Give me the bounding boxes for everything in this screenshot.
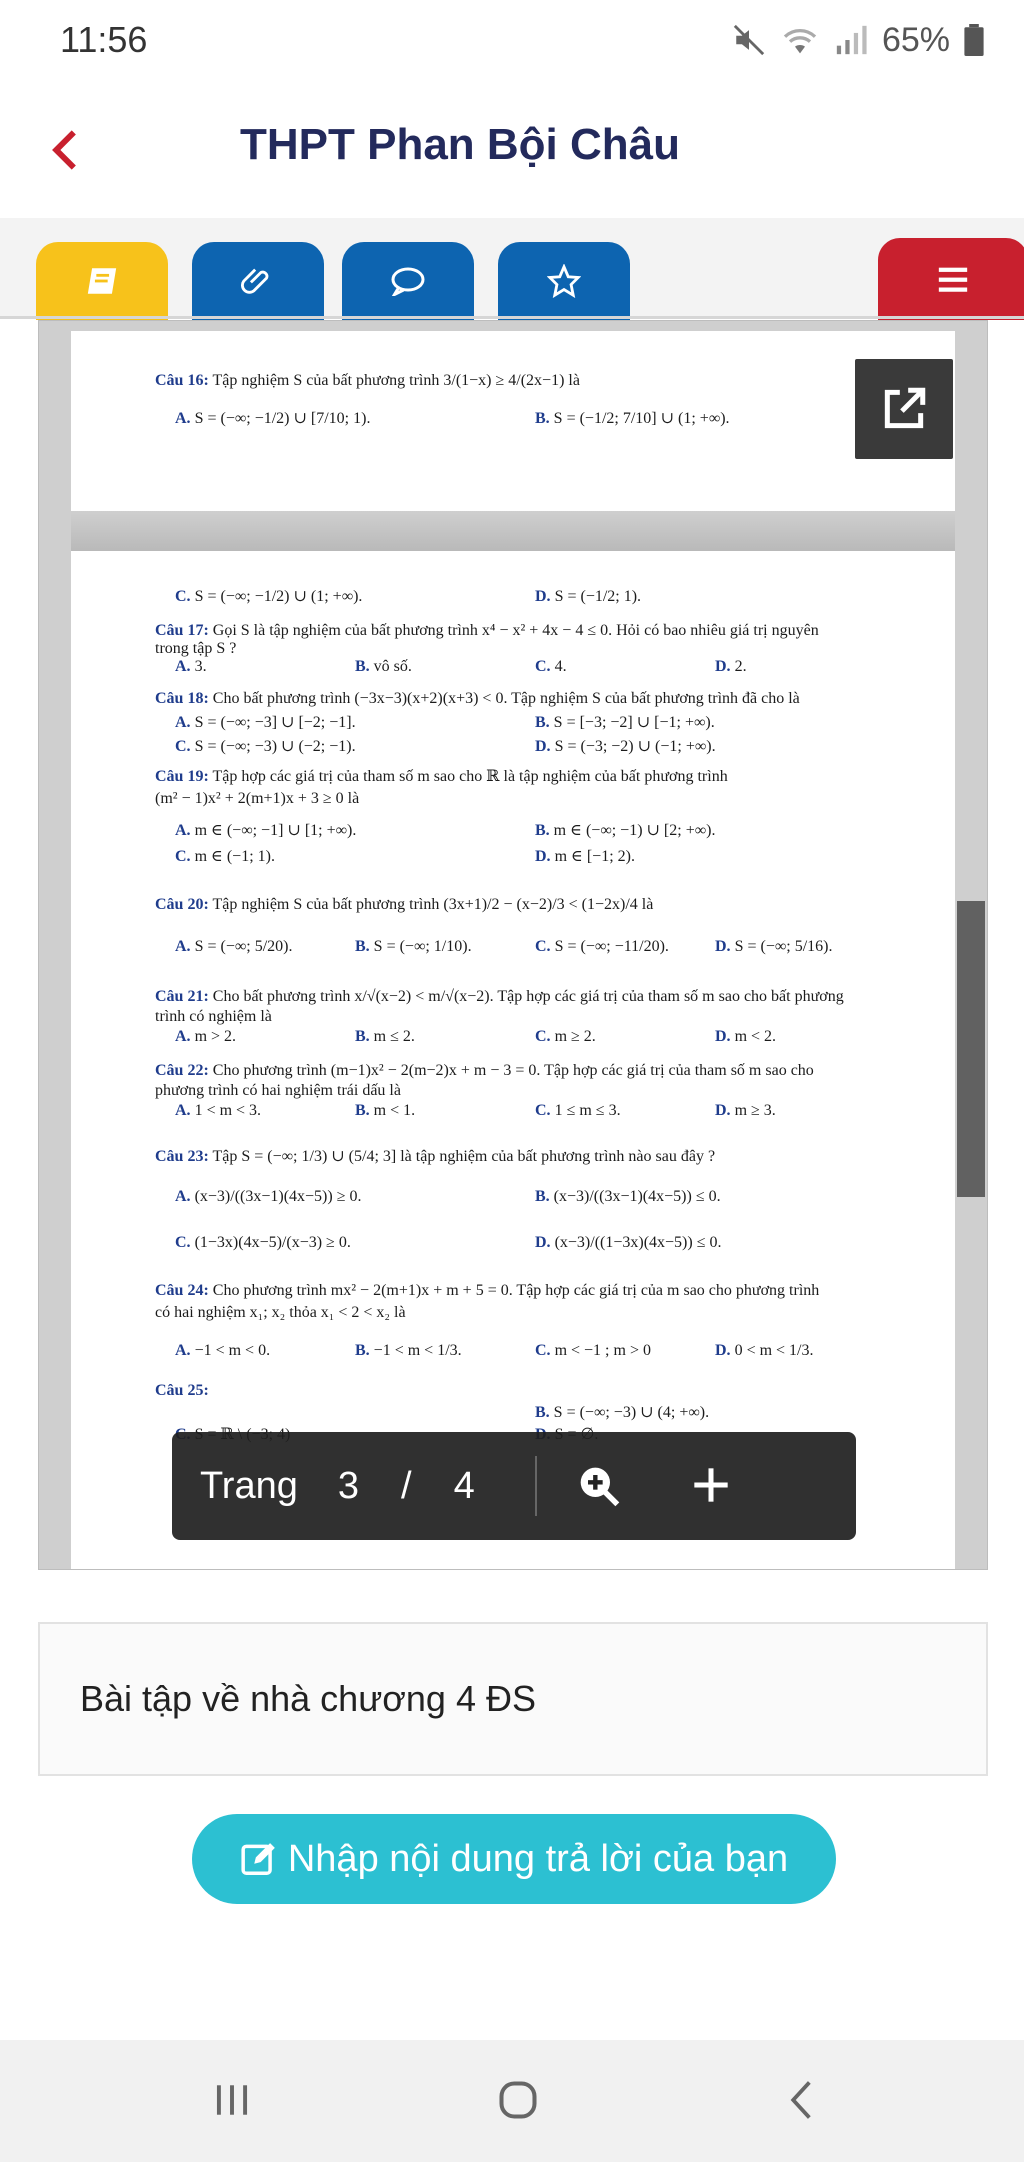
zoom-in-icon <box>577 1464 621 1508</box>
question-23-option-d: D. (x−3)/((1−3x)(4x−5)) ≤ 0. <box>535 1234 722 1251</box>
page-title: THPT Phan Bội Châu <box>240 120 680 169</box>
question-22: Câu 22: Cho phương trình (m−1)x² − 2(m−2)x + m − 3 = 0. Tập hợp các giá trị của tham số m sao cho <box>155 1062 814 1079</box>
question-24-option-b: B. −1 < m < 1/3. <box>355 1342 462 1359</box>
question-16-option-b: B. S = (−1/2; 7/10] ∪ (1; +∞). <box>535 410 730 427</box>
homework-title: Bài tập về nhà chương 4 ĐS <box>80 1678 536 1719</box>
status-time: 11:56 <box>60 19 148 60</box>
page-label: Trang <box>200 1464 298 1507</box>
question-24-option-c: C. m < −1 ; m > 0 <box>535 1342 651 1359</box>
chat-bubble-icon <box>390 266 426 296</box>
pdf-page <box>71 331 955 511</box>
question-21: Câu 21: Cho bất phương trình x/√(x−2) < m/√(x−2). Tập hợp các giá trị của tham số m sao cho bất phương <box>155 988 844 1005</box>
recent-apps-button[interactable] <box>192 2070 272 2130</box>
question-22-option-d: D. m ≥ 3. <box>715 1102 776 1119</box>
question-19-text-cont: (m² − 1)x² + 2(m+1)x + 3 ≥ 0 là <box>155 790 360 807</box>
wifi-icon <box>780 23 820 57</box>
question-21-option-d: D. m < 2. <box>715 1028 777 1045</box>
home-button[interactable] <box>478 2070 558 2130</box>
question-21-option-a: A. m > 2. <box>175 1028 237 1045</box>
pdf-viewer[interactable] <box>38 320 988 1570</box>
back-arrow-icon <box>787 2078 817 2122</box>
question-22-option-b: B. m < 1. <box>355 1102 416 1119</box>
question-18-option-a: A. S = (−∞; −3] ∪ [−2; −1]. <box>175 714 356 731</box>
question-17-option-d: D. 2. <box>715 658 747 675</box>
edit-icon <box>240 1840 278 1878</box>
page-separator <box>71 511 955 551</box>
toolbar-divider <box>0 316 1024 319</box>
attachment-button[interactable] <box>192 242 324 320</box>
question-19-option-b: B. m ∈ (−∞; −1) ∪ [2; +∞). <box>535 822 716 839</box>
question-20-option-b: B. S = (−∞; 1/10). <box>355 938 472 955</box>
page-navigator <box>172 1432 856 1540</box>
question-16-option-a: A. S = (−∞; −1/2) ∪ [7/10; 1). <box>175 410 371 427</box>
question-16: Câu 16: Tập nghiệm S của bất phương trình 3/(1−x) ≥ 4/(2x−1) là <box>155 372 580 389</box>
question-17-option-b: B. vô số. <box>355 658 412 675</box>
page-separator-slash: / <box>401 1464 412 1507</box>
question-18-option-c: C. S = (−∞; −3) ∪ (−2; −1). <box>175 738 356 755</box>
question-22-option-a: A. 1 < m < 3. <box>175 1102 262 1119</box>
question-17: Câu 17: Gọi S là tập nghiệm của bất phương trình x⁴ − x² + 4x − 4 ≤ 0. Hỏi có bao nhiêu giá trị nguyên <box>155 622 819 639</box>
question-21-option-c: C. m ≥ 2. <box>535 1028 596 1045</box>
add-page-button[interactable] <box>691 1458 731 1514</box>
question-16-option-d: D. S = (−1/2; 1). <box>535 588 642 605</box>
question-20: Câu 20: Tập nghiệm S của bất phương trình (3x+1)/2 − (x−2)/3 < (1−2x)/4 là <box>155 896 654 913</box>
mute-icon <box>732 23 766 57</box>
open-external-button[interactable] <box>855 359 953 459</box>
enter-answer-label: Nhập nội dung trả lời của bạn <box>287 1837 789 1880</box>
question-17-text-cont: trong tập S ? <box>155 640 237 657</box>
homework-title-card <box>38 1622 988 1776</box>
question-20-option-a: A. S = (−∞; 5/20). <box>175 938 293 955</box>
system-nav-bar <box>0 2040 1024 2162</box>
question-19-option-d: D. m ∈ [−1; 2). <box>535 848 635 865</box>
menu-button[interactable] <box>878 238 1024 320</box>
menu-icon <box>936 264 970 294</box>
question-23-option-c: C. (1−3x)(4x−5)/(x−3) ≥ 0. <box>175 1234 351 1251</box>
question-23-option-a: A. (x−3)/((3x−1)(4x−5)) ≥ 0. <box>175 1188 362 1205</box>
system-back-button[interactable] <box>762 2070 842 2130</box>
battery-icon <box>964 24 984 56</box>
question-20-option-d: D. S = (−∞; 5/16). <box>715 938 833 955</box>
question-25-option-b: B. S = (−∞; −3) ∪ (4; +∞). <box>535 1404 710 1421</box>
paperclip-icon <box>241 264 275 298</box>
question-17-option-c: C. 4. <box>535 658 567 675</box>
question-24: Câu 24: Cho phương trình mx² − 2(m+1)x + m + 5 = 0. Tập hợp các giá trị của m sao cho phương trình <box>155 1282 820 1299</box>
zoom-in-button[interactable] <box>577 1464 621 1508</box>
app-header <box>0 80 1024 218</box>
total-pages: 4 <box>453 1464 475 1507</box>
favorite-button[interactable] <box>498 242 630 320</box>
external-link-icon <box>879 384 929 434</box>
notebook-icon <box>85 266 119 296</box>
question-21-option-b: B. m ≤ 2. <box>355 1028 415 1045</box>
notebook-button[interactable] <box>36 242 168 320</box>
question-20-option-c: C. S = (−∞; −11/20). <box>535 938 669 955</box>
question-22-text-cont: phương trình có hai nghiệm trái dấu là <box>155 1082 401 1099</box>
question-22-option-c: C. 1 ≤ m ≤ 3. <box>535 1102 621 1119</box>
status-bar <box>0 0 1024 80</box>
recent-apps-icon <box>212 2082 252 2118</box>
question-24-option-a: A. −1 < m < 0. <box>175 1342 271 1359</box>
question-19: Câu 19: Tập hợp các giá trị của tham số m sao cho ℝ là tập nghiệm của bất phương trình <box>155 768 728 785</box>
status-icons <box>732 21 984 60</box>
question-17-option-a: A. 3. <box>175 658 207 675</box>
home-icon <box>496 2078 540 2122</box>
current-page[interactable]: 3 <box>337 1464 359 1507</box>
question-25: Câu 25: <box>155 1382 209 1399</box>
question-21-text-cont: trình có nghiệm là <box>155 1008 272 1025</box>
nav-divider <box>535 1456 537 1516</box>
question-23: Câu 23: Tập S = (−∞; 1/3) ∪ (5/4; 3] là tập nghiệm của bất phương trình nào sau đây ? <box>155 1148 716 1165</box>
enter-answer-button[interactable] <box>192 1814 836 1904</box>
toolbar <box>0 218 1024 318</box>
question-23-option-b: B. (x−3)/((3x−1)(4x−5)) ≤ 0. <box>535 1188 721 1205</box>
question-24-option-d: D. 0 < m < 1/3. <box>715 1342 814 1359</box>
question-18-option-d: D. S = (−3; −2) ∪ (−1; +∞). <box>535 738 716 755</box>
viewer-scrollbar[interactable] <box>957 901 985 1197</box>
star-icon <box>547 264 581 298</box>
battery-level: 65% <box>881 20 950 59</box>
question-18-option-b: B. S = [−3; −2] ∪ [−1; +∞). <box>535 714 715 731</box>
plus-icon <box>691 1465 731 1505</box>
question-18: Câu 18: Cho bất phương trình (−3x−3)(x+2)(x+3) < 0. Tập nghiệm S của bất phương trình đã cho là <box>155 690 800 707</box>
comment-button[interactable] <box>342 242 474 320</box>
pdf-page <box>71 551 955 1570</box>
question-16-option-c: C. S = (−∞; −1/2) ∪ (1; +∞). <box>175 588 363 605</box>
question-19-option-c: C. m ∈ (−1; 1). <box>175 848 275 865</box>
question-19-option-a: A. m ∈ (−∞; −1] ∪ [1; +∞). <box>175 822 357 839</box>
question-24-text-cont: có hai nghiệm x₁; x₂ thỏa x₁ < 2 < x₂ là <box>155 1304 406 1321</box>
signal-icon <box>834 23 868 57</box>
